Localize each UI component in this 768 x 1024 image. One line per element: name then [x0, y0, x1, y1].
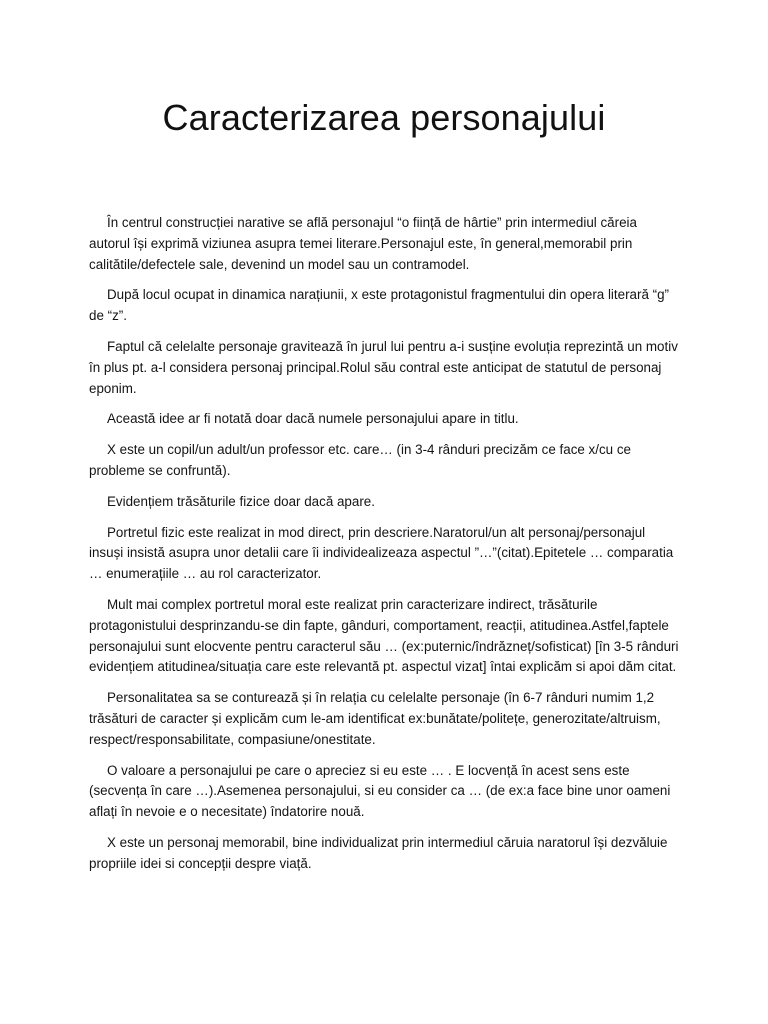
- paragraph-intro: În centrul construcției narative se află personajul “o ființă de hârtie” prin intermediul căreia autorul își exprimă viziunea asupra temei literare.Personajul este, în general,memorabil prin calitătile/defectele sale, devenind un model sau un contramodel.: [89, 215, 637, 272]
- paragraph-value: O valoare a personajului pe care o apreciez si eu este … . E locvență în acest sens este (secvența în care …).Asemenea personajului, si eu consider ca … (de ex:a face bine unor oameni aflați în nevoie e o necesitate) îndatorire nouă.: [89, 762, 671, 820]
- paragraph-physical-note: Evidențiem trăsăturile fizice doar dacă apare.: [107, 493, 375, 509]
- paragraph-main-character: Faptul că celelalte personaje gravitează în jurul lui pentru a-i susține evoluția reprezintă un motiv în plus pt. a-l considera personaj principal.Rolul său contral este anticipat de statutul de personaj eponim.: [89, 338, 678, 396]
- paragraph-protagonist: După locul ocupat in dinamica narațiunii, x este protagonistul fragmentului din opera literară “g” de “z”.: [89, 287, 669, 324]
- document-body: [89, 213, 681, 885]
- paragraph-eponym-note: Această idee ar fi notată doar dacă numele personajului apare in titlu.: [107, 411, 519, 427]
- paragraph-conclusion: X este un personaj memorabil, bine individualizat prin intermediul căruia naratorul își dezvăluie propriile idei si concepții despre viață.: [89, 834, 668, 871]
- document-title: Caracterizarea personajului: [162, 97, 606, 138]
- paragraph-identity: X este un copil/un adult/un professor etc. care… (in 3-4 rânduri precizăm ce face x/cu ce probleme se confruntă).: [89, 442, 631, 478]
- paragraph-relations: Personalitatea sa se conturează și în relația cu celelalte personaje (în 6-7 rânduri numim 1,2 trăsături de caracter și explicăm cum le-am identificat ex:bunătate/politețe, generozitate/altruism, respect/responsabilitate, compasiune/onestitate.: [89, 690, 661, 747]
- paragraph-moral-portrait: Mult mai complex portretul moral este realizat prin caracterizare indirect, trăsăturile protagonistului desprinzandu-se din fapte, gânduri, comportament, reacții, atitudinea.Astfel,faptele personajului sunt elocvente pentru caracterul său … (ex:puternic/îndrăzneț/sofisticat) [în 3-5 rânduri evidențiem atitudinea/situația care este relevantă pt. aspectul vizat] întai explicăm si apoi dăm citat.: [89, 596, 679, 675]
- paragraph-physical-portrait: Portretul fizic este realizat in mod direct, prin descriere.Naratorul/un alt personaj/personajul insuși insistă asupra unor detalii care îi individealizeaza aspectul ”…”(citat).Epitetele … comparatia … enumerațiile … au rol caracterizator.: [89, 524, 674, 582]
